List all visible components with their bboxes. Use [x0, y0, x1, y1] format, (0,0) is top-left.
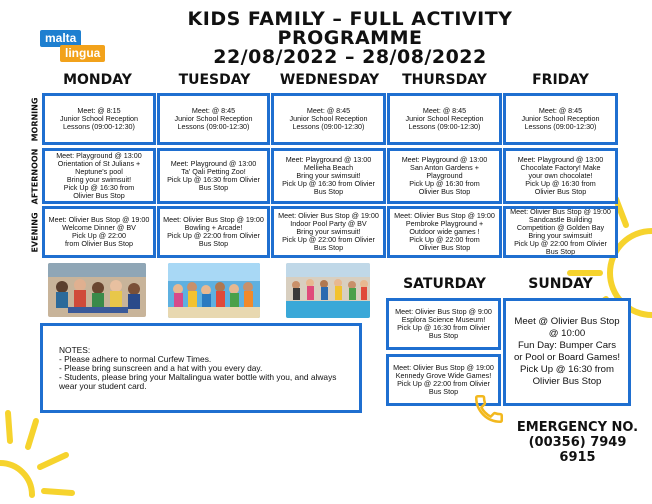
schedule-cell-friday-morning: Meet: @ 8:45 Junior School Reception Lessons (09:00-12:30) [503, 93, 618, 145]
schedule-cell-thursday-evening: Meet: Olivier Bus Stop @ 19:00 Pembroke Playground + Outdoor wide games ! Pick Up @ 22:00 from Olivier Bus Stop [387, 206, 502, 258]
schedule-cell-sunday: Meet @ Olivier Bus Stop @ 10:00 Fun Day: Bumper Cars or Pool or Board Games! Pick Up @ 16:30 from Olivier Bus Stop [503, 298, 631, 406]
schedule-cell-tuesday-evening: Meet: Olivier Bus Stop @ 19:00 Bowling + Arcade! Pick Up @ 22:00 from Olivier Bus Stop [157, 206, 270, 258]
row-label-morning: MORNING [30, 97, 40, 141]
schedule-cell-wednesday-afternoon: Meet: Playground @ 13:00 Mellieha Beach Bring your swimsuit! Pick Up @ 16:30 from Olivier Bus Stop [271, 148, 386, 204]
notes-heading: NOTES: [59, 345, 91, 355]
row-label-afternoon: AFTERNOON [30, 148, 40, 204]
notes-item: - Please bring sunscreen and a hat with you every day. [59, 363, 263, 373]
schedule-cell-wednesday-evening: Meet: Olivier Bus Stop @ 19:00 Indoor Pool Party @ BV Bring your swimsuit! Pick Up @ 22:00 from Olivier Bus Stop [271, 206, 386, 258]
notes-box [40, 323, 362, 413]
schedule-cell-friday-evening: Meet: Olivier Bus Stop @ 19:00 Sandcastle Building Competition @ Golden Bay Bring your swimsuit! Pick Up @ 22:00 from Olivier Bus Stop [503, 206, 618, 258]
notes-item: - Students, please bring your Maltalingua water bottle with you, and always wear your student card. [59, 372, 337, 391]
notes-item: - Please adhere to normal Curfew Times. [59, 354, 212, 364]
date-range: 22/08/2022 – 28/08/2022 [213, 46, 487, 68]
schedule-cell-wednesday-morning: Meet: @ 8:45 Junior School Reception Lessons (09:00-12:30) [271, 93, 386, 145]
emergency-label: EMERGENCY NO. [516, 420, 639, 435]
logo-word-malta: malta [40, 30, 81, 47]
day-header-monday: MONDAY [63, 72, 132, 88]
page-title [120, 10, 580, 67]
schedule-cell-monday-morning: Meet: @ 8:15 Junior School Reception Lessons (09:00-12:30) [42, 93, 156, 145]
emergency-number: (00356) 7949 6915 [528, 435, 627, 465]
day-header-tuesday: TUESDAY [178, 72, 251, 88]
day-header-wednesday: WEDNESDAY [279, 72, 380, 88]
activity-photo-group [48, 263, 146, 317]
logo-word-lingua: lingua [60, 45, 105, 62]
day-header-thursday: THURSDAY [402, 72, 487, 88]
schedule-cell-friday-afternoon: Meet: Playground @ 13:00 Chocolate Factory! Make your own chocolate! Pick Up @ 16:30 from Olivier Bus Stop [503, 148, 618, 204]
schedule-cell-saturday-morning: Meet: Olivier Bus Stop @ 9:00 Esplora Science Museum! Pick Up @ 16:30 from Olivier Bus Stop [386, 298, 501, 350]
schedule-cell-monday-afternoon: Meet: Playground @ 13:00 Orientation of St Julians + Neptune's pool Bring your swimsuit! Pick Up @ 16:30 from Olivier Bus Stop [42, 148, 156, 204]
schedule-cell-monday-evening: Meet: Olivier Bus Stop @ 19:00 Welcome Dinner @ BV Pick Up @ 22:00 from Olivier Bus Stop [42, 206, 156, 258]
row-label-evening: EVENING [30, 211, 40, 253]
phone-icon [472, 392, 506, 426]
emergency-contact [510, 420, 645, 465]
schedule-cell-tuesday-morning: Meet: @ 8:45 Junior School Reception Lessons (09:00-12:30) [157, 93, 270, 145]
day-header-friday: FRIDAY [532, 72, 589, 88]
maltalingua-logo [40, 30, 106, 64]
day-header-sunday: SUNDAY [528, 276, 593, 292]
schedule-cell-saturday-evening: Meet: Olivier Bus Stop @ 19:00 Kennedy Grove Wide Games! Pick Up @ 22:00 from Olivier Bus Stop [386, 354, 501, 406]
activity-photo-pool [286, 263, 370, 318]
schedule-cell-thursday-morning: Meet: @ 8:45 Junior School Reception Lessons (09:00-12:30) [387, 93, 502, 145]
day-header-saturday: SATURDAY [403, 276, 486, 292]
schedule-cell-tuesday-afternoon: Meet: Playground @ 13:00 Ta' Qali Petting Zoo! Pick Up @ 16:30 from Olivier Bus Stop [157, 148, 270, 204]
activity-photo-beach [168, 263, 260, 318]
title-line: KIDS FAMILY – FULL ACTIVITY PROGRAMME [187, 8, 513, 49]
schedule-cell-thursday-afternoon: Meet: Playground @ 13:00 San Anton Gardens + Playground Pick Up @ 16:30 from Olivier Bus Stop [387, 148, 502, 204]
